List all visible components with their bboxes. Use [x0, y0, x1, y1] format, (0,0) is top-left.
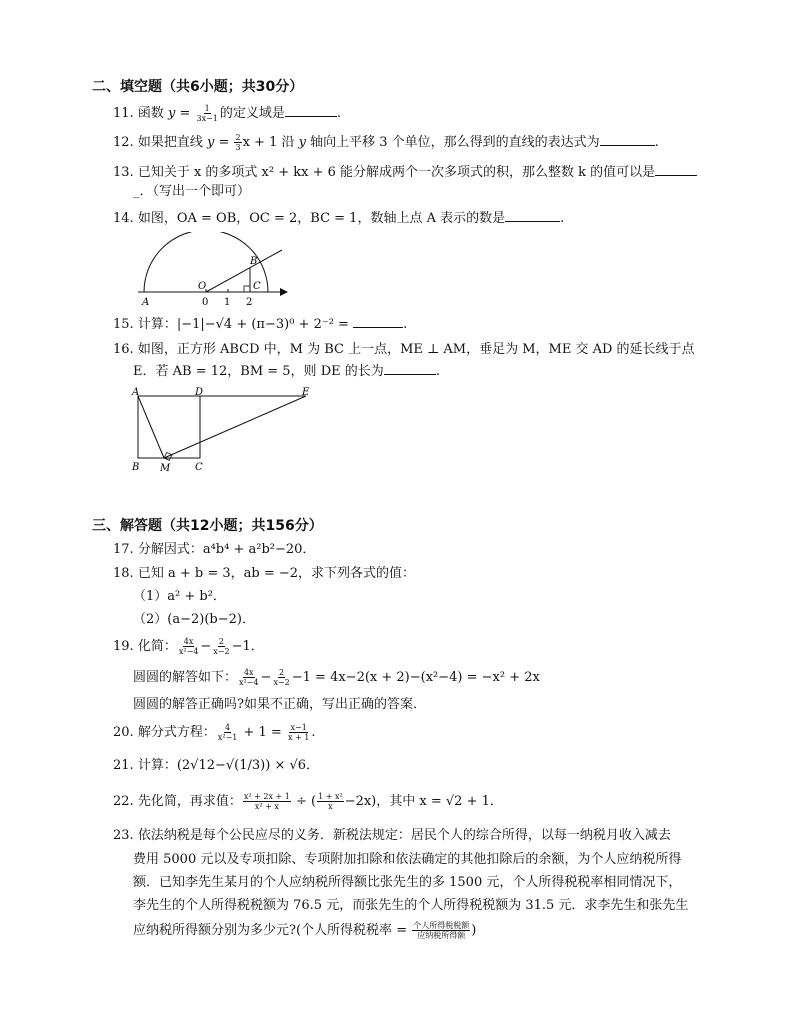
question-number: 16. — [113, 342, 134, 357]
fraction: $\frac{2}{3}$ — [235, 133, 241, 152]
question-number: 20. — [113, 725, 134, 740]
question-number: 15. — [113, 317, 134, 332]
label-c: C — [195, 462, 203, 473]
question-19: 19. 化简： $\frac{4x}{\text{x²−4}}$ − $\frac{2}{x-2}$ −1． — [113, 637, 264, 656]
question-23-line: 应纳税所得额分别为多少元?(个人所得税税率 = $\frac{\text{个人所得税税额}}{\text{应纳税所得额}}$ ) — [133, 921, 477, 940]
fraction: $\frac{2}{x-2}$ — [213, 637, 230, 656]
answer-blank[interactable] — [353, 315, 403, 328]
question-number: 17. — [113, 542, 134, 557]
tick-label-2: 2 — [246, 297, 253, 308]
square-figure — [128, 386, 318, 476]
question-19-solution: 圆圆的解答如下： $\frac{4x}{\text{x²−4}}$ − $\frac{2}{x-2}$ −1 = 4x−2(x + 2)−(x²−4) = −x² + 2x — [133, 668, 540, 687]
question-20: 20. 解分式方程： $\frac{4}{\text{x²−1}}$ + 1 = $\frac{x-1}{x + 1}$ . — [113, 723, 316, 742]
fraction: $\frac{\text{x² + 2x + 1}}{\text{x² + x}}$ — [243, 792, 290, 811]
question-17: 17. 分解因式：a⁴b⁴ + a²b²−20． — [113, 542, 316, 557]
fraction: $\frac{\text{1 + x²}}{x}$ — [318, 792, 343, 811]
fraction: $\frac{2}{x-2}$ — [273, 668, 290, 687]
label-a: A — [132, 387, 140, 398]
question-number: 21. — [113, 758, 134, 773]
question-16: 16. 如图，正方形 ABCD 中，M 为 BC 上一点，ME ⊥ AM，垂足为 M，ME 交 AD 的延长线于点 — [113, 342, 695, 357]
number-line-figure — [132, 232, 292, 308]
label-m: M — [160, 463, 171, 474]
label-b: B — [250, 256, 258, 267]
question-number: 14. — [113, 211, 134, 226]
question-23: 23. 依法纳税是每个公民应尽的义务．新税法规定：居民个人的综合所得，以每一纳税月收入减去 — [113, 828, 671, 843]
line-me — [164, 396, 306, 458]
question-number: 19. — [113, 639, 134, 654]
question-18-part1: （1）a² + b²． — [133, 589, 226, 604]
question-21: 21. 计算：(2√12−√(1/3)) × √6． — [113, 758, 320, 773]
fraction: $\frac{4x}{\text{x²−4}}$ — [178, 637, 199, 656]
section-title-fill-blank: 二、填空题（共6小题；共30分） — [92, 79, 304, 95]
question-19-ask: 圆圆的解答正确吗?如果不正确，写出正确的答案． — [133, 697, 426, 712]
tick-label-0: 0 — [202, 297, 209, 308]
tick-label-1: 1 — [224, 297, 231, 308]
label-d: D — [195, 387, 204, 398]
question-number: 23. — [113, 828, 134, 843]
fraction: $\frac{4x}{\text{x²−4}}$ — [239, 668, 259, 687]
question-15: 15. 计算：|−1|−√4 + (π−3)⁰ + 2⁻² = . — [113, 317, 408, 332]
right-angle-mark — [244, 286, 250, 292]
question-11: 11. 函数 y = $\frac{1}{3x-1}$ 的定义域是 . — [113, 104, 342, 123]
question-23-line: 李先生的个人所得税税额为 76.5 元，而张先生的个人所得税税额为 31.5 元．求李先生和张先生 — [133, 898, 689, 913]
label-c: C — [253, 281, 261, 292]
question-number: 12. — [113, 135, 134, 150]
question-22: 22. 先化简，再求值： $\frac{\text{x² + 2x + 1}}{\text{x² + x}}$ ÷ ( $\frac{\text{1 + x²}}{x}$ −2x)，其中 x = √2 + 1． — [113, 792, 503, 811]
answer-blank[interactable] — [655, 163, 697, 176]
label-b: B — [132, 462, 140, 473]
question-number: 22. — [113, 794, 134, 809]
fraction: $\frac{4}{\text{x²−1}}$ — [217, 723, 238, 742]
fraction: $\frac{\text{个人所得税税额}}{\text{应纳税所得额}}$ — [413, 921, 470, 940]
label-a: A — [142, 297, 150, 308]
question-number: 11. — [113, 106, 134, 121]
line-am — [138, 396, 164, 458]
answer-blank[interactable] — [384, 362, 436, 375]
label-o: O — [198, 281, 207, 292]
question-18-part2: （2）(a−2)(b−2)． — [133, 612, 255, 627]
question-12: 12. 如果把直线 y = $\frac{2}{3}$ x + 1 沿 y 轴向上平移 3 个单位，那么得到的直线的表达式为 . — [113, 133, 659, 152]
question-16-line2: E．若 AB = 12，BM = 5，则 DE 的长为 . — [133, 364, 440, 379]
question-14: 14. 如图，OA = OB，OC = 2，BC = 1，数轴上点 A 表示的数是 . — [113, 211, 565, 226]
answer-blank[interactable] — [505, 209, 560, 222]
question-13-line2: _．（写出一个即可） — [133, 184, 251, 199]
question-number: 18. — [113, 566, 134, 581]
square-abcd — [138, 396, 200, 458]
fraction: $\frac{1}{3x-1}$ — [196, 104, 218, 123]
question-18: 18. 已知 a + b = 3，ab = −2，求下列各式的值： — [113, 566, 416, 581]
question-number: 13. — [113, 165, 134, 180]
axis-arrow-icon — [280, 288, 288, 296]
answer-blank[interactable] — [285, 104, 337, 117]
label-e: E — [302, 387, 310, 398]
answer-blank[interactable] — [600, 133, 655, 146]
section-title-solve: 三、解答题（共12小题；共156分） — [92, 518, 323, 534]
question-23-line: 额．已知李先生某月的个人应纳税所得额比张先生的多 1500 元，个人所得税税率相同情况下， — [133, 875, 682, 890]
question-23-line: 费用 5000 元以及专项扣除、专项附加扣除和依法确定的其他扣除后的余额，为个人应纳税所得 — [133, 852, 682, 867]
question-13: 13. 已知关于 x 的多项式 x² + kx + 6 能分解成两个一次多项式的积，那么整数 k 的值可以是 — [113, 163, 697, 182]
fraction: $\frac{x-1}{x + 1}$ — [287, 723, 310, 742]
